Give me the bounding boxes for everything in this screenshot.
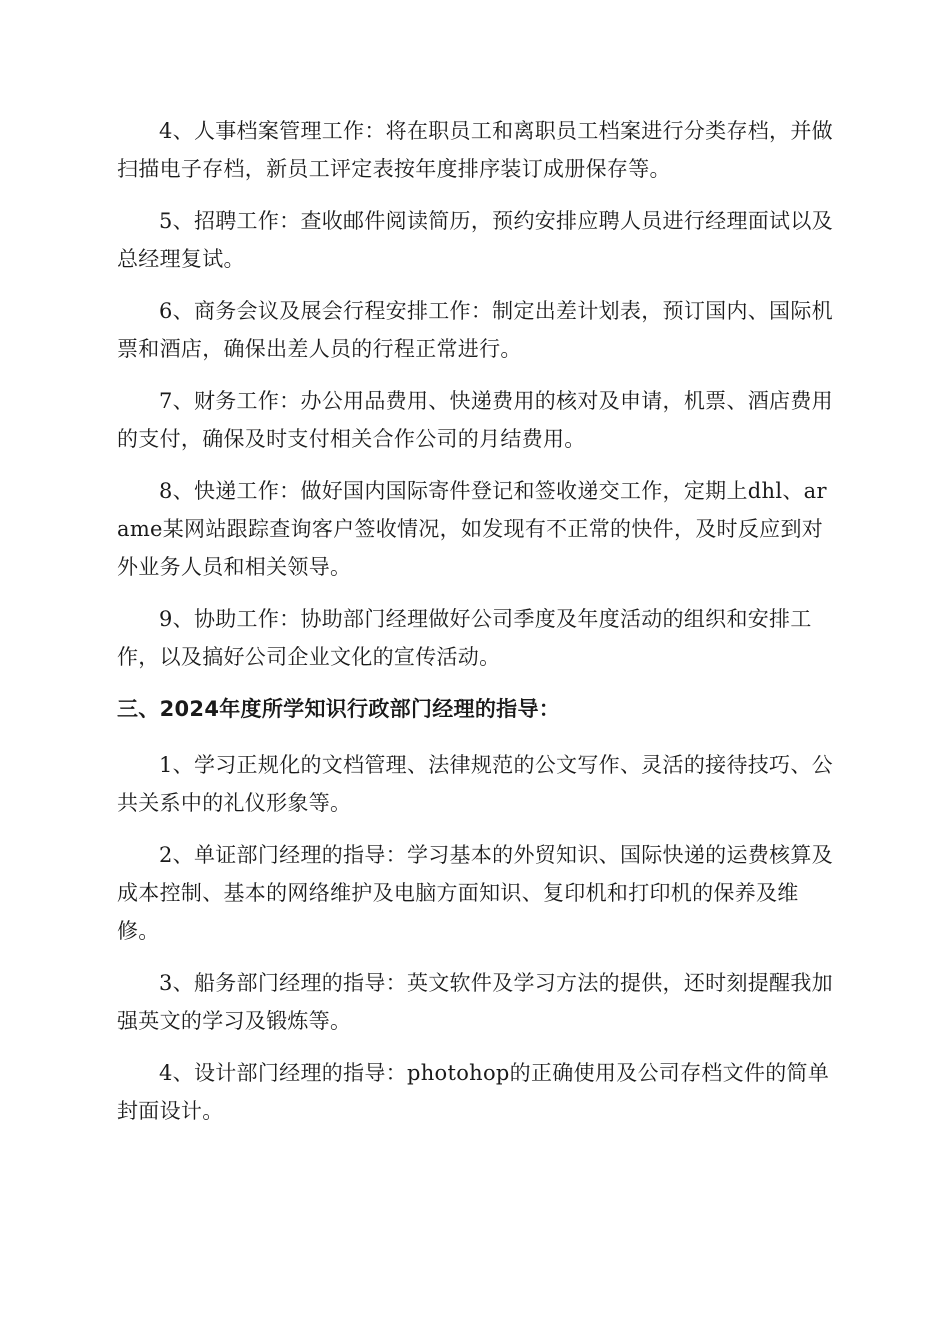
paragraph-shipping-guidance: 3、船务部门经理的指导：英文软件及学习方法的提供，还时刻提醒我加强英文的学习及锻炼等。 <box>117 971 833 1033</box>
paragraph-assistance: 9、协助工作：协助部门经理做好公司季度及年度活动的组织和安排工作，以及搞好公司企业文化的宣传活动。 <box>117 607 812 669</box>
paragraph-document-management: 1、学习正规化的文档管理、法律规范的公文写作、灵活的接待技巧、公共关系中的礼仪形象等。 <box>117 753 833 815</box>
paragraph-design-guidance: 4、设计部门经理的指导：photohop的正确使用及公司存档文件的简单封面设计。 <box>117 1061 830 1123</box>
paragraph-recruitment: 5、招聘工作：查收邮件阅读简历，预约安排应聘人员进行经理面试以及总经理复试。 <box>117 209 833 271</box>
document-page <box>117 112 837 1144</box>
paragraph-business-travel: 6、商务会议及展会行程安排工作：制定出差计划表，预订国内、国际机票和酒店，确保出差人员的行程正常进行。 <box>117 299 833 361</box>
paragraph-documentation-guidance: 2、单证部门经理的指导：学习基本的外贸知识、国际快递的运费核算及成本控制、基本的网络维护及电脑方面知识、复印机和打印机的保养及维修。 <box>117 843 833 943</box>
paragraph-express: 8、快递工作：做好国内国际寄件登记和签收递交工作，定期上dhl、arame某网站跟踪查询客户签收情况，如发现有不正常的快件，及时反应到对外业务人员和相关领导。 <box>117 479 827 579</box>
paragraph-hr-archives: 4、人事档案管理工作：将在职员工和离职员工档案进行分类存档，并做扫描电子存档，新员工评定表按年度排序装订成册保存等。 <box>117 119 833 181</box>
paragraph-finance: 7、财务工作：办公用品费用、快递费用的核对及申请，机票、酒店费用的支付，确保及时支付相关合作公司的月结费用。 <box>117 389 833 451</box>
section-three-heading: 三、2024年度所学知识行政部门经理的指导： <box>117 697 561 721</box>
